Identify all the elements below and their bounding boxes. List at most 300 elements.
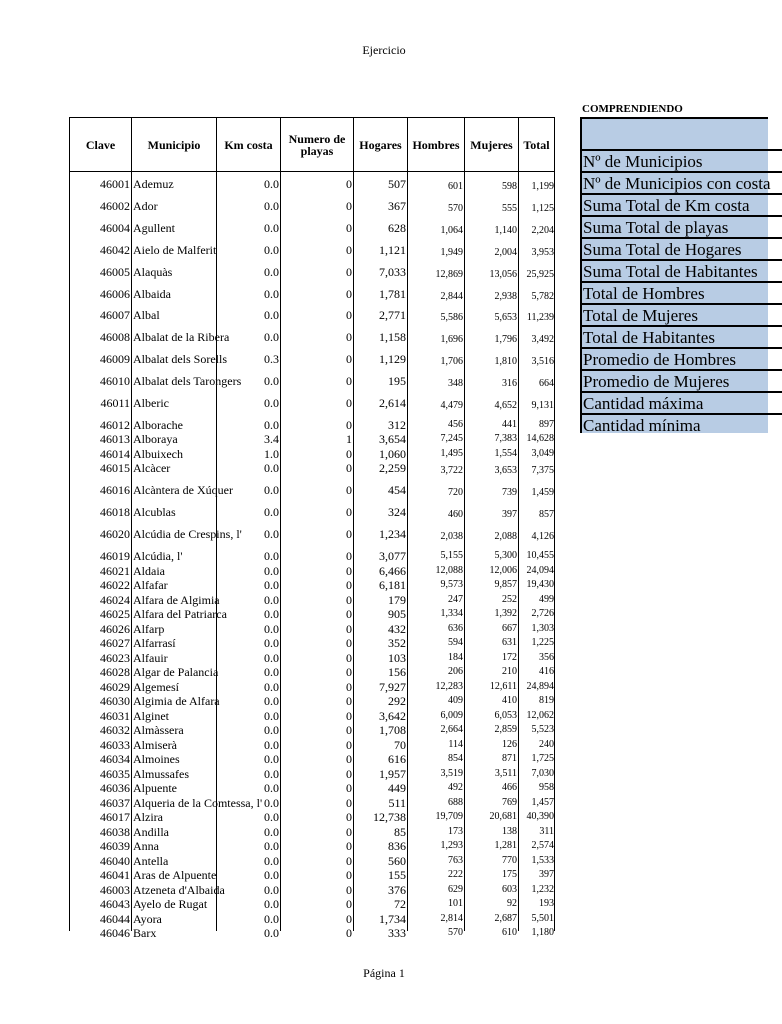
cell-km-costa: 0.0 [264, 220, 279, 235]
cell-total: 193 [539, 898, 554, 909]
cell-hogares: 454 [388, 483, 406, 498]
cell-km-costa: 0.0 [264, 198, 279, 213]
cell-playas: 0 [346, 752, 352, 766]
cell-playas: 0 [346, 766, 352, 781]
cell-municipio: Alcàcer [133, 461, 171, 476]
cell-playas: 0 [346, 264, 352, 279]
cell-total: 311 [539, 825, 554, 837]
cell-clave: 46025 [100, 607, 130, 621]
cell-total: 3,492 [531, 334, 554, 346]
cell-playas: 0 [346, 868, 352, 882]
cell-km-costa: 0.0 [264, 308, 279, 323]
cell-municipio: Anna [133, 839, 159, 853]
cell-municipio: Alcublas [133, 505, 176, 520]
cell-clave: 46012 [100, 417, 130, 432]
cell-clave: 46011 [100, 396, 130, 410]
cell-clave: 46014 [100, 446, 130, 461]
cell-hombres: 9,573 [440, 579, 463, 590]
cell-hombres: 1,293 [440, 840, 463, 851]
cell-clave: 46046 [100, 926, 130, 940]
cell-hombres: 2,814 [440, 912, 463, 924]
cell-playas: 0 [346, 286, 352, 301]
cell-playas: 0 [346, 483, 352, 498]
cell-total: 240 [539, 738, 554, 750]
cell-clave: 46013 [100, 432, 130, 447]
cell-mujeres: 466 [502, 782, 517, 793]
cell-clave: 46017 [100, 810, 130, 824]
cell-km-costa: 0.0 [264, 592, 279, 607]
cell-mujeres: 4,652 [494, 400, 517, 411]
cell-hombres: 7,245 [440, 433, 463, 445]
cell-hogares: 1,957 [379, 766, 406, 781]
cell-municipio: Alaquàs [133, 264, 173, 279]
cell-mujeres: 5,653 [494, 312, 517, 324]
cell-mujeres: 2,004 [494, 246, 517, 258]
cell-clave: 46033 [100, 737, 130, 752]
cell-total: 10,455 [526, 550, 554, 561]
cell-km-costa: 0.0 [264, 527, 279, 542]
cell-clave: 46032 [100, 723, 130, 737]
cell-mujeres: 1,554 [494, 447, 517, 459]
cell-clave: 46010 [100, 374, 130, 389]
cell-hombres: 601 [448, 181, 463, 192]
cell-clave: 46044 [100, 911, 130, 926]
cell-hogares: 1,734 [379, 911, 406, 926]
cell-total: 24,094 [526, 564, 554, 576]
cell-hombres: 5,586 [440, 312, 463, 324]
cell-total: 25,925 [526, 268, 554, 280]
cell-hombres: 3,722 [440, 465, 463, 477]
cell-clave: 46035 [100, 766, 130, 781]
cell-total: 3,953 [531, 246, 554, 258]
cell-municipio: Albalat dels Sorells [133, 352, 227, 367]
cell-km-costa: 0.0 [264, 396, 279, 410]
cell-municipio: Albalat dels Tarongers [133, 374, 242, 389]
cell-municipio: Aldaia [133, 563, 165, 578]
cell-municipio: Alginet [133, 708, 169, 723]
cell-hombres: 629 [448, 883, 463, 895]
cell-km-costa: 0.0 [264, 665, 279, 679]
cell-clave: 46009 [100, 352, 130, 367]
cell-playas: 0 [346, 853, 352, 868]
cell-playas: 0 [346, 352, 352, 367]
cell-mujeres: 13,056 [489, 268, 517, 280]
cell-mujeres: 3,653 [494, 465, 517, 477]
cell-playas: 0 [346, 461, 352, 476]
cell-playas: 0 [346, 636, 352, 650]
cell-municipio: Albaida [133, 286, 171, 301]
cell-municipio: Alfafar [133, 578, 168, 592]
cell-municipio: Albalat de la Ribera [133, 330, 230, 345]
cell-hombres: 688 [448, 796, 463, 808]
cell-hombres: 114 [448, 738, 463, 750]
cell-total: 14,628 [526, 433, 554, 445]
cell-total: 1,725 [531, 753, 554, 764]
cell-total: 499 [539, 593, 554, 605]
cell-municipio: Almoines [133, 752, 180, 766]
cell-hombres: 184 [448, 651, 463, 663]
col-header-playas: Numero de playas [288, 131, 346, 158]
cell-hogares: 7,033 [379, 264, 406, 279]
cell-clave: 46031 [100, 708, 130, 723]
summary-item: Promedio de Hombres [582, 347, 782, 368]
cell-total: 11,239 [526, 312, 554, 324]
cell-playas: 0 [346, 650, 352, 665]
cell-total: 397 [539, 869, 554, 880]
cell-hombres: 720 [448, 487, 463, 499]
cell-total: 958 [539, 782, 554, 793]
cell-clave: 46015 [100, 461, 130, 476]
cell-km-costa: 0.0 [264, 483, 279, 498]
cell-km-costa: 1.0 [264, 446, 279, 461]
cell-mujeres: 770 [502, 854, 517, 866]
cell-playas: 0 [346, 781, 352, 795]
cell-hogares: 449 [388, 781, 406, 795]
cell-clave: 46020 [100, 527, 130, 542]
summary-item: Cantidad máxima [582, 391, 782, 412]
cell-mujeres: 410 [502, 695, 517, 706]
cell-km-costa: 0.3 [264, 352, 279, 367]
cell-hogares: 155 [388, 868, 406, 882]
col-header-hombres: Hombres [412, 137, 460, 152]
cell-playas: 0 [346, 810, 352, 824]
cell-playas: 0 [346, 723, 352, 737]
cell-playas: 0 [346, 396, 352, 410]
cell-hombres: 6,009 [440, 709, 463, 721]
cell-municipio: Atzeneta d'Albaida [133, 882, 225, 897]
cell-total: 1,459 [531, 487, 554, 499]
cell-mujeres: 2,938 [494, 290, 517, 302]
cell-municipio: Alzira [133, 810, 163, 824]
cell-municipio: Barx [133, 926, 157, 940]
municipios-table [69, 117, 555, 940]
cell-mujeres: 12,611 [489, 680, 517, 692]
cell-hogares: 12,738 [373, 810, 406, 824]
cell-hogares: 367 [388, 198, 406, 213]
cell-hombres: 222 [448, 869, 463, 880]
cell-municipio: Almussafes [133, 766, 189, 781]
cell-km-costa: 0.0 [264, 636, 279, 650]
cell-total: 7,375 [531, 465, 554, 477]
cell-clave: 46039 [100, 839, 130, 853]
cell-municipio: Alcàntera de Xúquer [133, 483, 233, 498]
cell-km-costa: 0.0 [264, 795, 279, 810]
cell-municipio: Alcúdia de Crespins, l' [133, 527, 242, 542]
cell-hombres: 2,664 [440, 724, 463, 735]
cell-clave: 46022 [100, 578, 130, 592]
cell-total: 1,199 [531, 181, 554, 192]
summary-item: Suma Total de Habitantes [582, 259, 782, 280]
cell-municipio: Andilla [133, 824, 169, 839]
cell-km-costa: 0.0 [264, 461, 279, 476]
cell-municipio: Agullent [133, 220, 175, 235]
cell-municipio: Alcúdia, l' [133, 549, 183, 563]
cell-playas: 1 [346, 432, 352, 447]
cell-municipio: Aras de Alpuente [133, 868, 217, 882]
cell-playas: 0 [346, 549, 352, 563]
cell-total: 1,180 [531, 927, 554, 938]
cell-playas: 0 [346, 694, 352, 708]
cell-mujeres: 92 [507, 898, 517, 909]
cell-hombres: 1,696 [440, 334, 463, 346]
cell-km-costa: 0.0 [264, 897, 279, 911]
cell-clave: 46001 [100, 177, 130, 191]
cell-municipio: Algar de Palancia [133, 665, 219, 679]
cell-hombres: 2,038 [440, 531, 463, 543]
cell-municipio: Aielo de Malferit [133, 242, 217, 257]
cell-hogares: 1,708 [379, 723, 406, 737]
cell-playas: 0 [346, 563, 352, 578]
cell-hogares: 70 [394, 737, 406, 752]
cell-km-costa: 0.0 [264, 242, 279, 257]
cell-total: 5,782 [531, 290, 554, 302]
col-header-municipio: Municipio [147, 137, 201, 152]
cell-playas: 0 [346, 527, 352, 542]
cell-hombres: 173 [448, 825, 463, 837]
cell-km-costa: 0.0 [264, 177, 279, 191]
cell-mujeres: 1,281 [494, 840, 517, 851]
cell-hogares: 195 [388, 374, 406, 389]
cell-municipio: Alfara de Algimia [133, 592, 220, 607]
cell-clave: 46042 [100, 242, 130, 257]
cell-municipio: Alqueria de la Comtessa, l' [133, 795, 263, 810]
cell-municipio: Algimia de Alfara [133, 694, 220, 708]
cell-hombres: 5,155 [440, 550, 463, 561]
cell-hombres: 570 [448, 927, 463, 938]
cell-hogares: 3,642 [379, 708, 406, 723]
cell-km-costa: 0.0 [264, 781, 279, 795]
cell-municipio: Ayora [133, 911, 162, 926]
cell-playas: 0 [346, 882, 352, 897]
cell-km-costa: 0.0 [264, 264, 279, 279]
cell-hogares: 1,234 [379, 527, 406, 542]
cell-hogares: 628 [388, 220, 406, 235]
cell-hogares: 511 [388, 795, 406, 810]
cell-playas: 0 [346, 621, 352, 636]
cell-total: 356 [539, 651, 554, 663]
cell-mujeres: 397 [502, 509, 517, 521]
cell-hombres: 12,283 [435, 680, 463, 692]
cell-total: 24,894 [526, 680, 554, 692]
cell-municipio: Alboraya [133, 432, 178, 447]
cell-playas: 0 [346, 911, 352, 926]
cell-clave: 46002 [100, 198, 130, 213]
cell-municipio: Almiserà [133, 737, 177, 752]
cell-mujeres: 7,383 [494, 433, 517, 445]
cell-playas: 0 [346, 926, 352, 940]
summary-item: Promedio de Mujeres [582, 369, 782, 390]
cell-playas: 0 [346, 374, 352, 389]
cell-clave: 46030 [100, 694, 130, 708]
cell-playas: 0 [346, 446, 352, 461]
col-header-km-costa: Km costa [224, 137, 273, 152]
cell-playas: 0 [346, 198, 352, 213]
cell-hombres: 101 [448, 898, 463, 909]
cell-clave: 46006 [100, 286, 130, 301]
cell-hombres: 19,709 [435, 811, 463, 822]
cell-hombres: 1,495 [440, 447, 463, 459]
cell-municipio: Alpuente [133, 781, 177, 795]
cell-hogares: 103 [388, 650, 406, 665]
cell-mujeres: 210 [502, 666, 517, 677]
cell-hogares: 7,927 [379, 679, 406, 694]
cell-playas: 0 [346, 505, 352, 520]
cell-clave: 46004 [100, 220, 130, 235]
summary-item: Nº de Municipios con costa [582, 171, 782, 192]
cell-playas: 0 [346, 592, 352, 607]
cell-hogares: 2,771 [379, 308, 406, 323]
cell-hombres: 1,949 [440, 246, 463, 258]
cell-playas: 0 [346, 897, 352, 911]
cell-playas: 0 [346, 737, 352, 752]
cell-hombres: 636 [448, 622, 463, 634]
cell-km-costa: 0.0 [264, 578, 279, 592]
cell-mujeres: 12,006 [489, 564, 517, 576]
cell-hogares: 292 [388, 694, 406, 708]
cell-hombres: 206 [448, 666, 463, 677]
cell-hogares: 3,077 [379, 549, 406, 563]
cell-total: 1,225 [531, 637, 554, 648]
cell-playas: 0 [346, 839, 352, 853]
cell-total: 19,430 [526, 579, 554, 590]
cell-hombres: 460 [448, 509, 463, 521]
cell-hogares: 376 [388, 882, 406, 897]
cell-clave: 46036 [100, 781, 130, 795]
cell-mujeres: 871 [502, 753, 517, 764]
cell-hogares: 2,259 [379, 461, 406, 476]
cell-mujeres: 9,857 [494, 579, 517, 590]
cell-total: 3,049 [531, 447, 554, 459]
cell-playas: 0 [346, 607, 352, 621]
cell-hogares: 156 [388, 665, 406, 679]
cell-total: 2,204 [531, 224, 554, 236]
cell-hogares: 6,181 [379, 578, 406, 592]
cell-km-costa: 0.0 [264, 737, 279, 752]
cell-mujeres: 631 [502, 637, 517, 648]
cell-km-costa: 0.0 [264, 882, 279, 897]
cell-hombres: 456 [448, 418, 463, 430]
cell-total: 3,516 [531, 356, 554, 368]
cell-hogares: 3,654 [379, 432, 406, 447]
page-header: Ejercicio [362, 43, 406, 57]
cell-playas: 0 [346, 242, 352, 257]
cell-hombres: 1,064 [440, 224, 463, 236]
cell-playas: 0 [346, 177, 352, 191]
cell-total: 416 [539, 666, 554, 677]
cell-mujeres: 6,053 [494, 709, 517, 721]
cell-clave: 46018 [100, 505, 130, 520]
cell-km-costa: 0.0 [264, 505, 279, 520]
cell-mujeres: 175 [502, 869, 517, 880]
cell-total: 2,574 [531, 840, 554, 851]
cell-km-costa: 0.0 [264, 868, 279, 882]
cell-clave: 46024 [100, 592, 130, 607]
cell-hogares: 507 [388, 177, 406, 191]
cell-total: 5,501 [531, 912, 554, 924]
cell-km-costa: 0.0 [264, 926, 279, 940]
cell-total: 1,457 [531, 796, 554, 808]
cell-hombres: 1,706 [440, 356, 463, 368]
cell-hogares: 333 [388, 926, 406, 940]
cell-hombres: 12,088 [435, 564, 463, 576]
cell-playas: 0 [346, 795, 352, 810]
cell-km-costa: 0.0 [264, 563, 279, 578]
col-header-hogares: Hogares [359, 137, 402, 152]
cell-hogares: 179 [388, 592, 406, 607]
summary-item: Suma Total de Km costa [582, 193, 782, 214]
cell-km-costa: 0.0 [264, 824, 279, 839]
cell-mujeres: 603 [502, 883, 517, 895]
cell-km-costa: 0.0 [264, 549, 279, 563]
cell-hogares: 352 [388, 636, 406, 650]
cell-mujeres: 555 [502, 202, 517, 214]
cell-clave: 46003 [100, 882, 130, 897]
summary-item: Suma Total de Hogares [582, 237, 782, 258]
cell-mujeres: 1,392 [494, 608, 517, 619]
col-header-clave: Clave [85, 137, 116, 152]
col-header-mujeres: Mujeres [470, 137, 513, 152]
cell-hogares: 2,614 [379, 396, 406, 410]
cell-mujeres: 2,859 [494, 724, 517, 735]
cell-hogares: 1,781 [379, 286, 406, 301]
cell-hogares: 1,060 [379, 446, 406, 461]
cell-clave: 46026 [100, 621, 130, 636]
page-footer: Página 1 [363, 966, 405, 980]
cell-mujeres: 441 [502, 418, 517, 430]
cell-km-costa: 0.0 [264, 694, 279, 708]
cell-hombres: 594 [448, 637, 463, 648]
cell-hogares: 836 [388, 839, 406, 853]
cell-mujeres: 2,088 [494, 531, 517, 543]
cell-municipio: Antella [133, 853, 169, 868]
cell-km-costa: 0.0 [264, 607, 279, 621]
cell-municipio: Albuixech [133, 446, 183, 461]
cell-hogares: 1,158 [379, 330, 406, 345]
cell-playas: 0 [346, 220, 352, 235]
cell-clave: 46021 [100, 563, 130, 578]
cell-hombres: 763 [448, 854, 463, 866]
cell-mujeres: 1,810 [494, 356, 517, 368]
cell-hombres: 854 [448, 753, 463, 764]
cell-km-costa: 0.0 [264, 330, 279, 345]
cell-total: 40,390 [526, 811, 554, 822]
cell-clave: 46008 [100, 330, 130, 345]
cell-clave: 46019 [100, 549, 130, 563]
cell-total: 4,126 [531, 531, 554, 543]
summary-item: Total de Habitantes [582, 325, 782, 346]
cell-km-costa: 0.0 [264, 853, 279, 868]
cell-hombres: 570 [448, 202, 463, 214]
cell-hogares: 616 [388, 752, 406, 766]
side-panel-title: COMPRENDIENDO [582, 103, 683, 115]
cell-clave: 46029 [100, 679, 130, 694]
cell-municipio: Ador [133, 198, 158, 213]
cell-mujeres: 3,511 [494, 767, 517, 779]
cell-total: 1,303 [531, 622, 554, 634]
cell-playas: 0 [346, 578, 352, 592]
summary-item: Cantidad mínima [582, 413, 782, 434]
cell-km-costa: 0.0 [264, 708, 279, 723]
cell-mujeres: 172 [502, 651, 517, 663]
cell-hombres: 2,844 [440, 290, 463, 302]
cell-km-costa: 0.0 [264, 839, 279, 853]
cell-km-costa: 0.0 [264, 810, 279, 824]
cell-clave: 46041 [100, 868, 130, 882]
cell-municipio: Alberic [133, 396, 169, 410]
cell-hogares: 432 [388, 621, 406, 636]
summary-item: Suma Total de playas [582, 215, 782, 236]
cell-mujeres: 667 [502, 622, 517, 634]
